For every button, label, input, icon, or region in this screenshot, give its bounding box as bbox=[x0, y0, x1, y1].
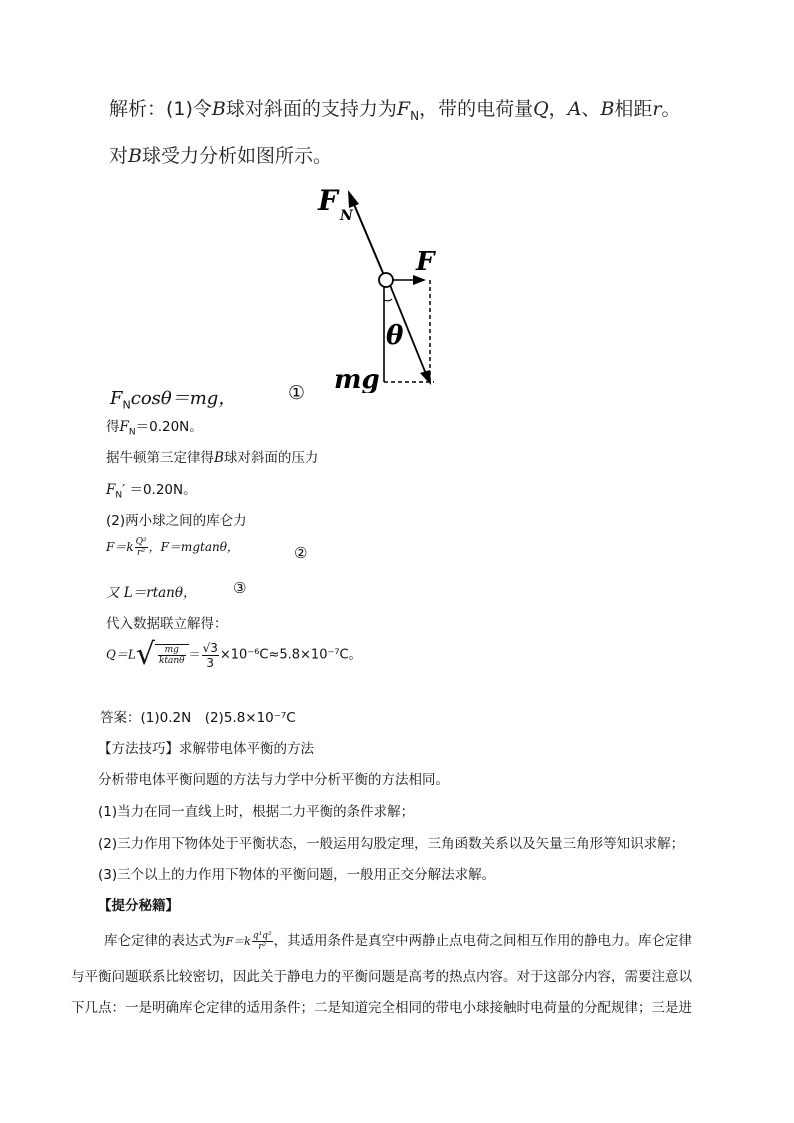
eq4-lhs: Q＝L bbox=[106, 647, 136, 662]
tips-l1-f: F＝k bbox=[225, 935, 251, 948]
charge-symbol: Q bbox=[533, 98, 549, 120]
analysis-line-2 bbox=[109, 141, 332, 168]
ball-a-label: A bbox=[567, 98, 582, 120]
eq4-den2: 3 bbox=[206, 655, 215, 670]
line2-prefix: 对 bbox=[109, 145, 129, 167]
newton-b: B bbox=[214, 450, 224, 466]
fn-symbol: F bbox=[396, 98, 411, 120]
eq2-den: r² bbox=[137, 548, 146, 558]
charge-text: ，带的电荷量 bbox=[419, 98, 534, 120]
theta-arc bbox=[384, 299, 392, 301]
eq1-sub: N bbox=[122, 398, 131, 412]
label-mg: mg bbox=[334, 365, 380, 393]
tips-l1-pre: 库仑定律的表达式为 bbox=[104, 933, 226, 949]
newton-prefix: 据牛顿第三定律得 bbox=[106, 450, 214, 466]
method-bracket: 【方法技巧】 bbox=[98, 741, 179, 757]
result-fn-prefix: 得 bbox=[106, 419, 120, 435]
distance-text: 相距 bbox=[614, 98, 653, 120]
eq3-text: 又 L＝rtanθ， bbox=[106, 585, 197, 601]
equation-2 bbox=[106, 537, 239, 558]
tips-line-2: 与平衡问题联系比较密切，因此关于静电力的平衡问题是高考的热点内容。对于这部分内容，需要注意以 bbox=[71, 969, 692, 985]
support-force-text: 球对斜面的支持力为 bbox=[225, 98, 397, 120]
ball-b-label-3: B bbox=[128, 145, 142, 167]
result-fn-prime bbox=[106, 478, 197, 501]
separator: 、 bbox=[581, 98, 601, 120]
fn-subscript: N bbox=[410, 108, 420, 123]
method-item-2: (2)三力作用下物体处于平衡状态，一般运用勾股定理，三角函数关系以及矢量三角形等知识求解； bbox=[98, 836, 685, 852]
label-f: F bbox=[416, 247, 435, 277]
ball-b-label: B bbox=[211, 98, 226, 120]
fn-arrowhead bbox=[348, 190, 359, 208]
coulomb-title: (2)两小球之间的库仑力 bbox=[106, 513, 247, 529]
eq2-lhs: F＝k bbox=[106, 540, 134, 554]
method-heading bbox=[98, 737, 314, 757]
equation-1-number: ① bbox=[288, 382, 306, 404]
eq4-equals: ＝ bbox=[188, 647, 201, 662]
label-fn-sub: N bbox=[340, 208, 353, 224]
analysis-prefix: 解析：(1)令 bbox=[109, 98, 212, 120]
ball-b bbox=[379, 273, 393, 287]
tips-den: r² bbox=[258, 941, 267, 952]
sqrt-symbol: √ bbox=[135, 637, 155, 672]
tips-num: q¹q² bbox=[252, 930, 272, 941]
analysis-line-1 bbox=[109, 94, 681, 123]
eq4-num2: √3 bbox=[202, 640, 218, 655]
result-fn-value: ＝0.20N。 bbox=[135, 419, 203, 435]
result-fn bbox=[106, 415, 203, 438]
equation-3 bbox=[106, 581, 197, 601]
eq2-rest: ，F＝mgtanθ， bbox=[148, 540, 239, 554]
eq2-fraction bbox=[135, 537, 148, 558]
fn-prime-sub: N bbox=[115, 490, 123, 501]
line2-suffix: 球受力分析如图所示。 bbox=[141, 145, 332, 167]
eq4-fraction-2 bbox=[202, 641, 219, 670]
eq4-den: ktanθ bbox=[158, 656, 185, 666]
tips-line-1 bbox=[104, 929, 692, 952]
substitute-line: 代入数据联立解得： bbox=[106, 616, 228, 632]
label-theta: θ bbox=[386, 321, 404, 351]
equation-3-number: ③ bbox=[233, 579, 247, 597]
sqrt-content bbox=[155, 644, 189, 666]
force-diagram bbox=[310, 178, 470, 393]
fn-prime-value: ′ ＝0.20N。 bbox=[122, 482, 197, 498]
eq4-fraction bbox=[158, 645, 186, 666]
tips-l1-post: ，其适用条件是真空中两静止点电荷之间相互作用的静电力。库仑定律 bbox=[273, 933, 693, 949]
method-item-3: (3)三个以上的力作用下物体的平衡问题，一般用正交分解法求解。 bbox=[98, 867, 496, 883]
equation-2-number: ② bbox=[294, 544, 308, 562]
comma: ， bbox=[548, 98, 568, 120]
label-fn: F bbox=[318, 184, 338, 217]
method-title: 求解带电体平衡的方法 bbox=[179, 741, 314, 757]
fn-prime-f: F bbox=[106, 482, 116, 498]
eq2-num: Q² bbox=[135, 537, 147, 547]
equation-1 bbox=[110, 384, 236, 412]
eq1-f: F bbox=[110, 388, 123, 409]
method-item-1: (1)当力在同一直线上时，根据二力平衡的条件求解； bbox=[98, 804, 415, 820]
period: 。 bbox=[661, 98, 681, 120]
fn-arrow-line bbox=[353, 202, 386, 280]
distance-symbol: r bbox=[652, 98, 662, 120]
tips-fraction bbox=[252, 931, 273, 952]
newton-suffix: 球对斜面的压力 bbox=[223, 450, 319, 466]
newton-third-law-line bbox=[106, 446, 318, 466]
ball-b-label-2: B bbox=[600, 98, 615, 120]
eq4-rest: ×10⁻⁶C≈5.8×10⁻⁷C。 bbox=[219, 647, 362, 663]
answer-line: 答案：(1)0.2N (2)5.8×10⁻⁷C bbox=[100, 710, 296, 726]
eq1-rest: cosθ＝mg， bbox=[130, 388, 237, 409]
result-fn-f: F bbox=[119, 419, 129, 435]
result-fn-sub: N bbox=[128, 427, 136, 438]
equation-4 bbox=[106, 637, 362, 672]
tips-heading: 【提分秘籍】 bbox=[98, 898, 179, 914]
method-intro: 分析带电体平衡问题的方法与力学中分析平衡的方法相同。 bbox=[98, 772, 449, 788]
eq4-num: mg bbox=[158, 645, 186, 656]
tips-line-3: 下几点：一是明确库仑定律的适用条件；二是知道完全相同的带电小球接触时电荷量的分配规律；三是进 bbox=[71, 1000, 692, 1016]
